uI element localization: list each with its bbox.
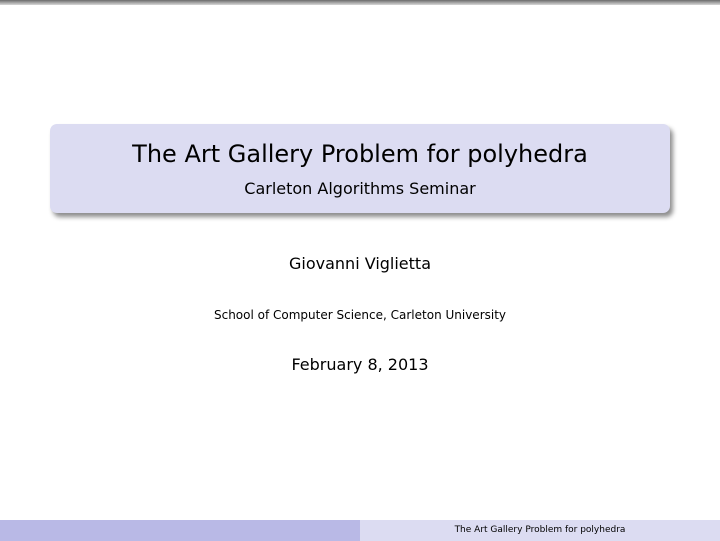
author-institute: School of Computer Science, Carleton University <box>213 308 507 322</box>
footer-left-panel <box>0 520 360 541</box>
author-name: Giovanni Viglietta <box>289 254 431 273</box>
presentation-date: February 8, 2013 <box>291 355 429 374</box>
slide-title: The Art Gallery Problem for polyhedra <box>132 140 588 168</box>
title-block <box>50 124 670 213</box>
footer-bar <box>0 520 720 541</box>
footer-short-title: The Art Gallery Problem for polyhedra <box>360 520 720 541</box>
slide-subtitle: Carleton Algorithms Seminar <box>244 179 476 198</box>
top-divider <box>0 0 720 5</box>
